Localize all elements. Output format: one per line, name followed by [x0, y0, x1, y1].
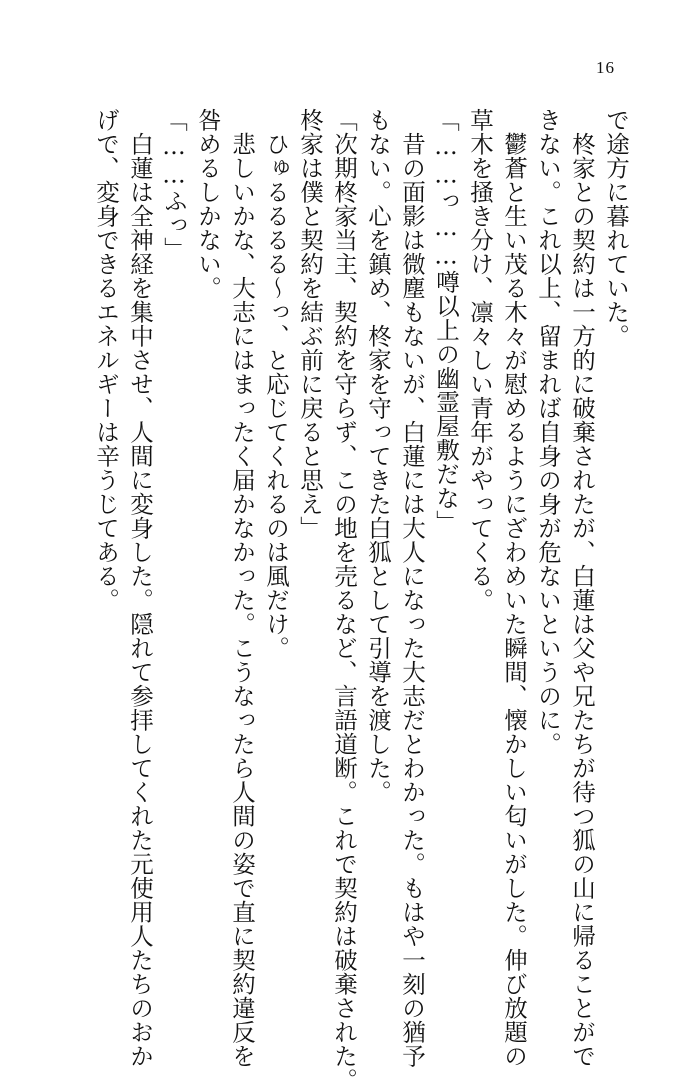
text-line-2: 柊家との契約は一方的に破棄されたが、白蓮は父や兄たちが待つ狐の山に帰ることがで — [568, 132, 596, 1068]
text-line-8: もない。心を鎮め、柊家を守ってきた白狐として引導を渡した。 — [364, 108, 392, 804]
page-number: 16 — [596, 58, 615, 77]
text-line-7: 昔の面影は微塵もないが、白蓮には大人になった大志だとわかった。もはや一刻の猶予 — [398, 132, 426, 1068]
text-line-5: 草木を掻き分け、凛々しい青年がやってくる。 — [466, 108, 494, 612]
text-line-6: 「……っ……噂以上の幽霊屋敷だな」 — [432, 108, 460, 534]
text-line-10: 柊家は僕と契約を結ぶ前に戻ると思え」 — [296, 108, 324, 540]
text-line-11: ひゅるるるる～っ、と応じてくれるのは風だけ。 — [262, 132, 290, 660]
text-line-3: きない。これ以上、留まれば自身の身が危ないというのに。 — [534, 108, 562, 756]
text-line-4: 鬱蒼と生い茂る木々が慰めるようにざわめいた瞬間、懐かしい匂いがした。伸び放題の — [500, 132, 528, 1068]
text-line-14: 「……ふっ」 — [160, 108, 188, 261]
text-line-9: 「次期柊家当主、契約を守らず、この地を売るなど、言語道断。これで契約は破棄された。 — [330, 108, 358, 1092]
text-line-15: 白蓮は全神経を集中させ、人間に変身した。隠れて参拝してくれた元使用人たちのおか — [126, 132, 154, 1068]
text-line-16: げで、変身できるエネルギーは辛うじてある。 — [92, 108, 120, 612]
text-line-12: 悲しいかな、大志にはまったく届かなかった。こうなったら人間の姿で直に契約違反を — [228, 132, 256, 1068]
text-line-1: で途方に暮れていた。 — [602, 108, 630, 348]
text-line-13: 咎めるしかない。 — [194, 108, 222, 300]
